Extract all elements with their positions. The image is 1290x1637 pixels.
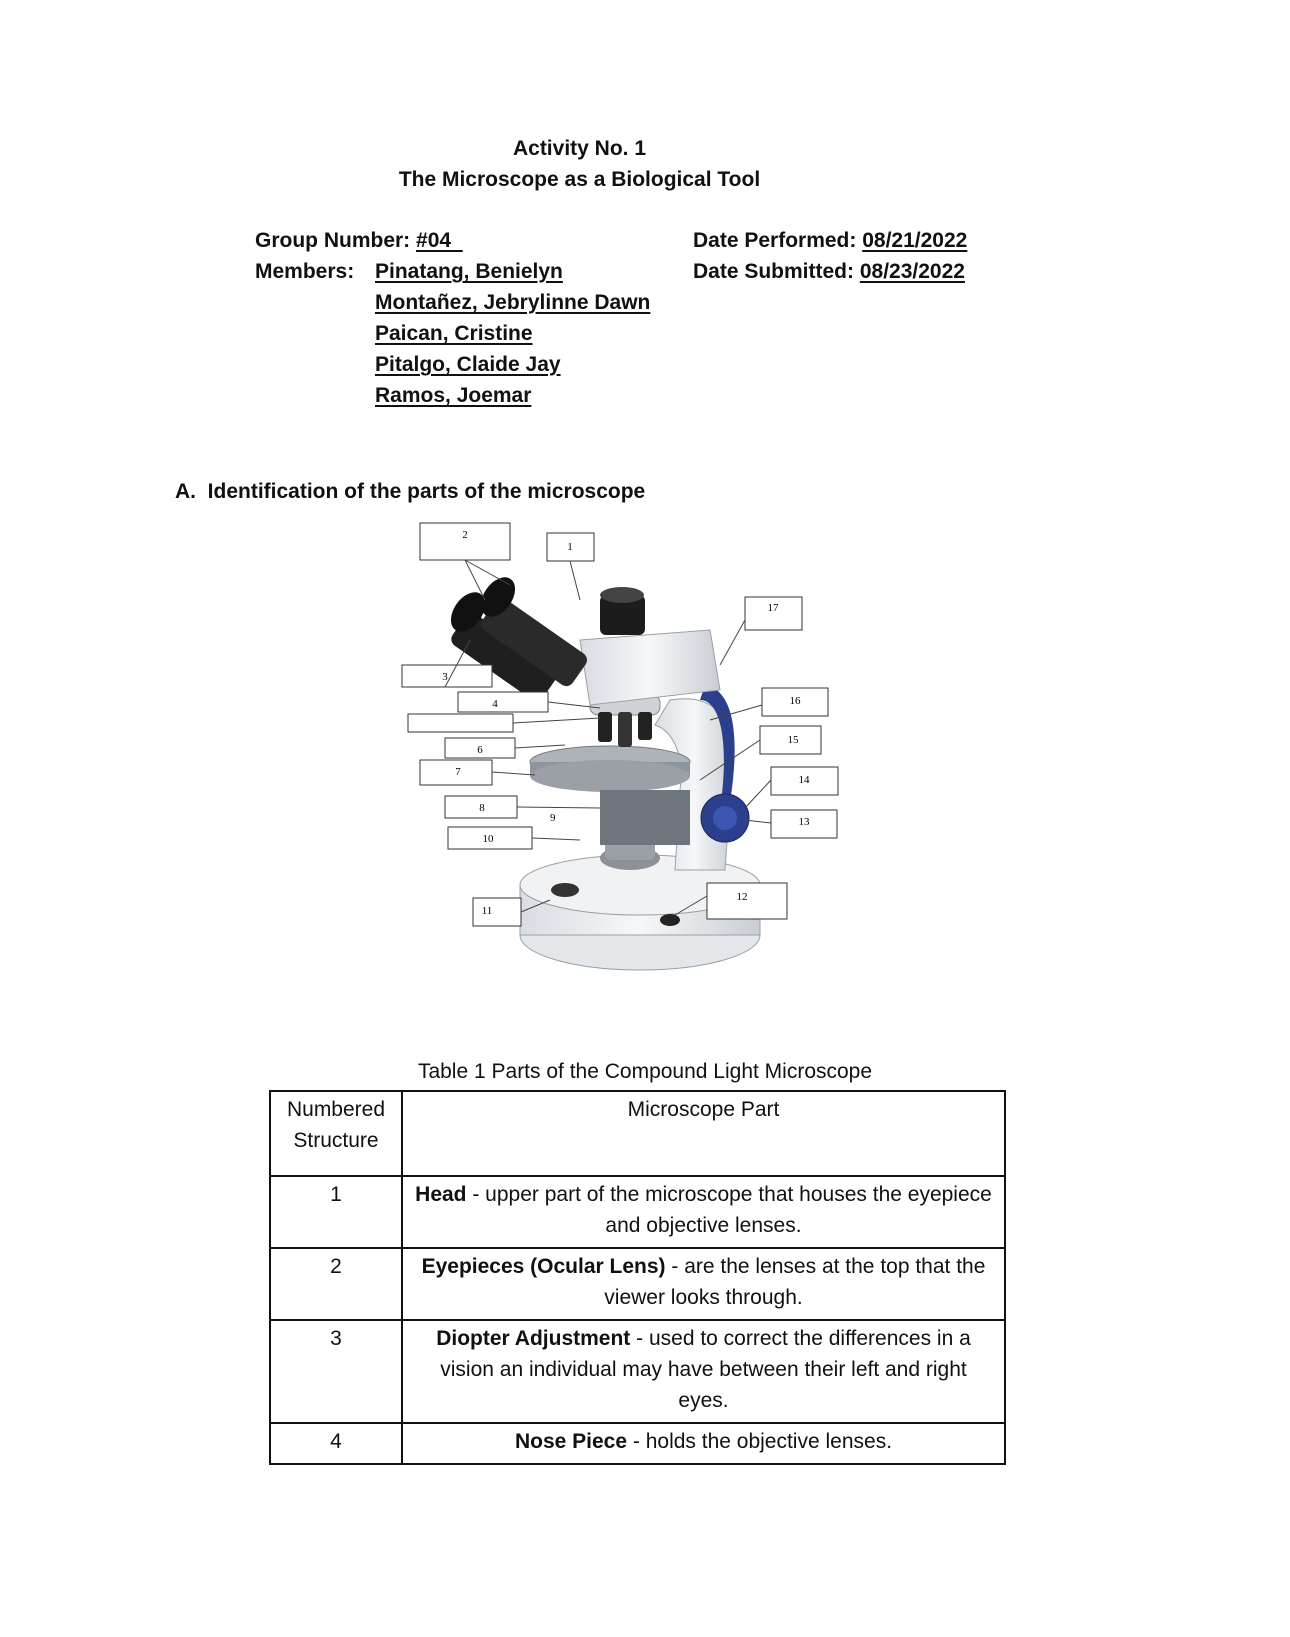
label-number: 12 bbox=[736, 891, 748, 903]
date-performed-row bbox=[693, 229, 967, 253]
label-box bbox=[760, 726, 821, 754]
label-box bbox=[408, 714, 513, 732]
activity-number: Activity No. 1 bbox=[512, 137, 647, 160]
table-row bbox=[270, 1320, 1005, 1423]
group-number-label: Group Number: bbox=[255, 229, 411, 252]
part-definition: - upper part of the microscope that houses the eyepiece and objective lenses. bbox=[466, 1183, 992, 1237]
label-number: 14 bbox=[798, 774, 810, 786]
member-name: Pitalgo, Claide Jay bbox=[375, 353, 561, 376]
label-box bbox=[745, 597, 802, 630]
label-box bbox=[771, 767, 838, 795]
label-number: 8 bbox=[479, 802, 485, 814]
label-number: 11 bbox=[481, 905, 493, 917]
part-definition: - used to correct the differences in a vision an individual may have between their left and right eyes. bbox=[440, 1327, 971, 1412]
date-submitted-label: Date Submitted: bbox=[693, 260, 855, 283]
row-number: 1 bbox=[270, 1176, 402, 1248]
label-box bbox=[771, 810, 837, 838]
label-box bbox=[473, 898, 521, 926]
part-term: Eyepieces (Ocular Lens) bbox=[421, 1255, 666, 1278]
activity-title: The Microscope as a Biological Tool bbox=[398, 168, 761, 191]
label-box bbox=[448, 827, 532, 849]
label-number: 9 bbox=[550, 812, 556, 824]
label-box bbox=[445, 738, 515, 758]
label-number: 10 bbox=[482, 833, 494, 845]
date-performed-value: 08/21/2022 bbox=[862, 229, 968, 252]
row-description bbox=[402, 1320, 1005, 1423]
label-number: 13 bbox=[798, 816, 810, 828]
microscope-diagram bbox=[400, 529, 880, 990]
part-definition: - are the lenses at the top that the viewer looks through. bbox=[604, 1255, 986, 1309]
row-number: 4 bbox=[270, 1423, 402, 1464]
row-number: 2 bbox=[270, 1248, 402, 1320]
table-row bbox=[270, 1423, 1005, 1464]
label-number: 16 bbox=[789, 695, 801, 707]
part-term: Diopter Adjustment bbox=[436, 1327, 631, 1350]
part-term: Nose Piece bbox=[514, 1430, 628, 1453]
row-description bbox=[402, 1423, 1005, 1464]
column-header-microscope-part: Microscope Part bbox=[402, 1091, 1005, 1176]
member-name: Paican, Cristine bbox=[375, 322, 533, 345]
section-heading: A. Identification of the parts of the microscope bbox=[175, 480, 646, 503]
table-caption: Table 1 Parts of the Compound Light Microscope bbox=[417, 1060, 873, 1083]
row-number: 3 bbox=[270, 1320, 402, 1423]
date-submitted-row bbox=[693, 260, 965, 284]
label-box bbox=[445, 796, 517, 818]
part-definition: - holds the objective lenses. bbox=[627, 1430, 893, 1453]
member-name: Ramos, Joemar bbox=[375, 384, 532, 407]
member-name: Pinatang, Benielyn bbox=[375, 260, 563, 283]
label-box bbox=[420, 760, 492, 785]
label-number: 17 bbox=[767, 602, 779, 614]
label-number: 15 bbox=[787, 734, 799, 746]
members-label: Members: bbox=[255, 260, 355, 283]
date-performed-label: Date Performed: bbox=[693, 229, 857, 252]
label-number: 4 bbox=[492, 698, 498, 710]
table-header-row bbox=[270, 1091, 1005, 1176]
label-number: 7 bbox=[455, 766, 461, 778]
label-number: 3 bbox=[442, 671, 448, 683]
member-name: Montañez, Jebrylinne Dawn bbox=[375, 291, 651, 314]
group-number-row bbox=[255, 229, 463, 253]
label-box bbox=[762, 688, 828, 716]
label-box bbox=[707, 883, 787, 919]
table-row bbox=[270, 1176, 1005, 1248]
label-number: 6 bbox=[477, 744, 483, 756]
column-header-numbered-structure: Numbered Structure bbox=[270, 1091, 402, 1176]
date-submitted-value: 08/23/2022 bbox=[859, 260, 965, 283]
microscope-head bbox=[580, 587, 720, 705]
part-term: Head bbox=[415, 1183, 467, 1206]
label-box bbox=[420, 523, 510, 560]
row-description bbox=[402, 1248, 1005, 1320]
group-number-value: #04 bbox=[416, 229, 463, 252]
parts-table bbox=[269, 1090, 1006, 1465]
row-description bbox=[402, 1176, 1005, 1248]
table-row bbox=[270, 1248, 1005, 1320]
label-number: 1 bbox=[567, 541, 573, 553]
label-number: 2 bbox=[462, 529, 468, 541]
label-box bbox=[547, 533, 594, 561]
label-box bbox=[458, 692, 548, 712]
